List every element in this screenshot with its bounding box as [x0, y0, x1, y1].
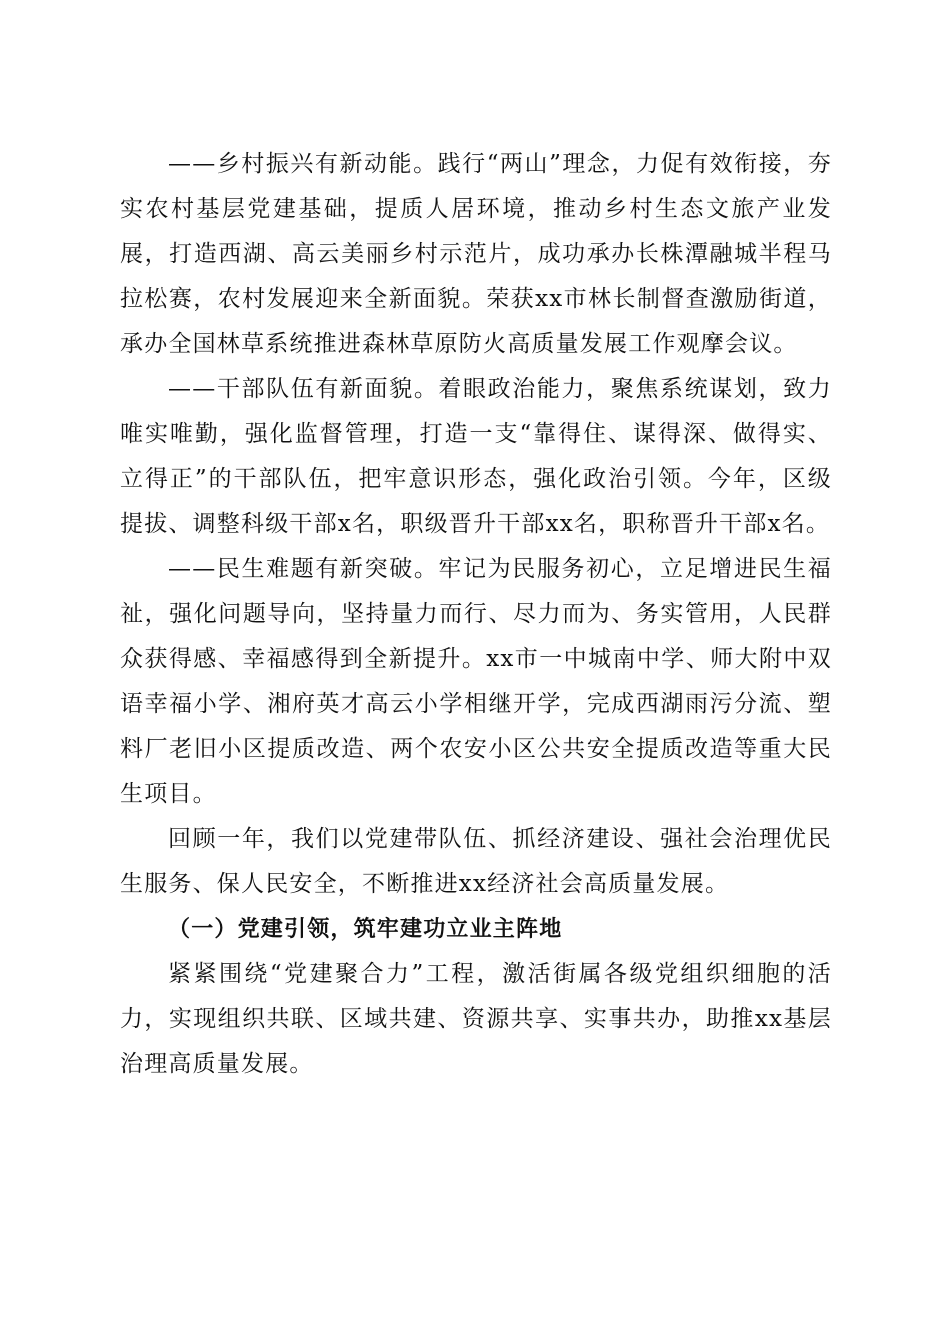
- paragraph-livelihood: ——民生难题有新突破。牢记为民服务初心，立足增进民生福祉，强化问题导向，坚持量力而行、尽力而为、务实管用，人民群众获得感、幸福感得到全新提升。xx市一中城南中学、师大附中双语幸福小学、湘府英才高云小学相继开学，完成西湖雨污分流、塑料厂老旧小区提质改造、两个农安小区公共安全提质改造等重大民生项目。: [120, 556, 832, 807]
- paragraph-rural-revitalization: ——乡村振兴有新动能。践行“两山”理念，力促有效衔接，夯实农村基层党建基础，提质人居环境，推动乡村生态文旅产业发展，打造西湖、高云美丽乡村示范片，成功承办长株潭融城半程马拉松赛，农村发展迎来全新面貌。荣获xx市林长制督查激励街道，承办全国林草系统推进森林草原防火高质量发展工作观摩会议。: [120, 151, 832, 357]
- document-body: [120, 142, 832, 1087]
- section-heading: （一）党建引领，筑牢建功立业主阵地: [168, 917, 563, 942]
- paragraph-year-review: 回顾一年，我们以党建带队伍、抓经济建设、强社会治理优民生服务、保人民安全，不断推进xx经济社会高质量发展。: [120, 826, 832, 897]
- paragraph-party-building: 紧紧围绕“党建聚合力”工程，激活街属各级党组织细胞的活力，实现组织共联、区域共建、资源共享、实事共办，助推xx基层治理高质量发展。: [120, 961, 832, 1077]
- paragraph-cadre-team: ——干部队伍有新面貌。着眼政治能力，聚焦系统谋划，致力唯实唯勤，强化监督管理，打造一支“靠得住、谋得深、做得实、立得正”的干部队伍，把牢意识形态，强化政治引领。今年，区级提拔、调整科级干部x名，职级晋升干部xx名，职称晋升干部x名。: [120, 376, 832, 537]
